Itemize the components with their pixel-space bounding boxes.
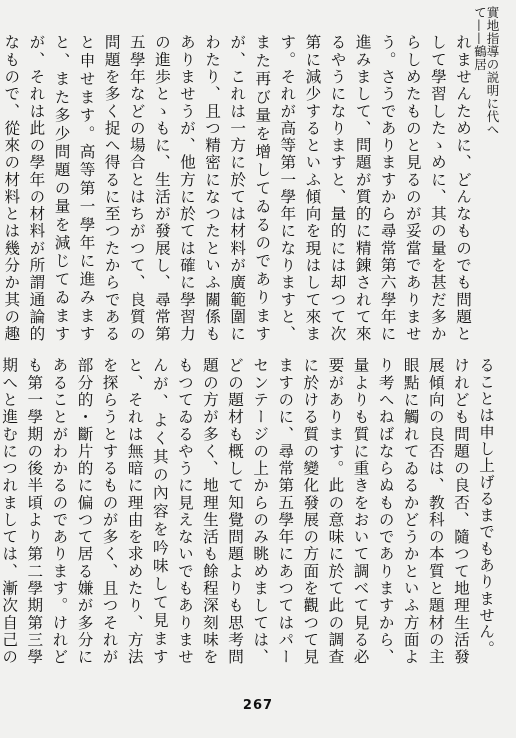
paragraph: ることは申し上げるまでもありません。: [477, 357, 495, 657]
page-number: 267: [242, 698, 274, 713]
text-block-bottom: [0, 357, 498, 665]
text-block-top: [2, 34, 475, 342]
running-header: 實地指導の説明に代へて——鶴居: [472, 6, 500, 136]
paragraph: れませんために、どんなものでも問題として學習したゝめに、其の量を甚だ多からしめたものと見るのが妥當でありませう。さうでありますから尋常第六學年に進みまして、問題が質的に精錬されて來るやうになりますと、量的には却つて次第に減少するといふ傾向を現はして來ます。それが高等第一學年になりますと、また再び量を增してゐるのでありますが、これは一方に於ては材料が廣範圍にわたり、且つ精密になつたといふ關係もありませうが、他方に於ては確に學習力の進歩とゝもに、生活が發展し、尋常第五學年などの場合とはちがつて、良質の問題を多く捉へ得るに至つたからであると申せます。高等第一學年に進みますと、また多少問題の量を減じてゐますが、それは此の學年の材料が所謂通論的なもので、從來の材料とは幾分か其の趣: [2, 34, 472, 342]
paragraph: けれども問題の良否、隨つて地理生活發展傾向の良否は、教科の本質と題材の主眼點に觸れてゐるかどうかといふ方面より考へねばならぬものでありますから、量よりも質に重きをおいて調べて見る必要があります。此の意味に於て此の調查に於ける質の變化發展の方面を觀つて見ますのに、尋常第五學年にあつてはパーセンテージの上からのみ眺めましては、どの題材も概して知覺問題よりも思考問題の方が多く、地理生活も餘程深刻味をもつてゐるやうに見えないでもありませんが、よく其の內容を吟味して見ますと、それは無暗に理由を求めたり、方法を探らうとするものが多く、且つそれが部分的・斷片的に偏つて居る嫌が多分にあることがわかるのであります。けれども第一學期の後半頃より第二學期第三學期へと進むにつれましては、漸次自己の: [0, 357, 470, 665]
